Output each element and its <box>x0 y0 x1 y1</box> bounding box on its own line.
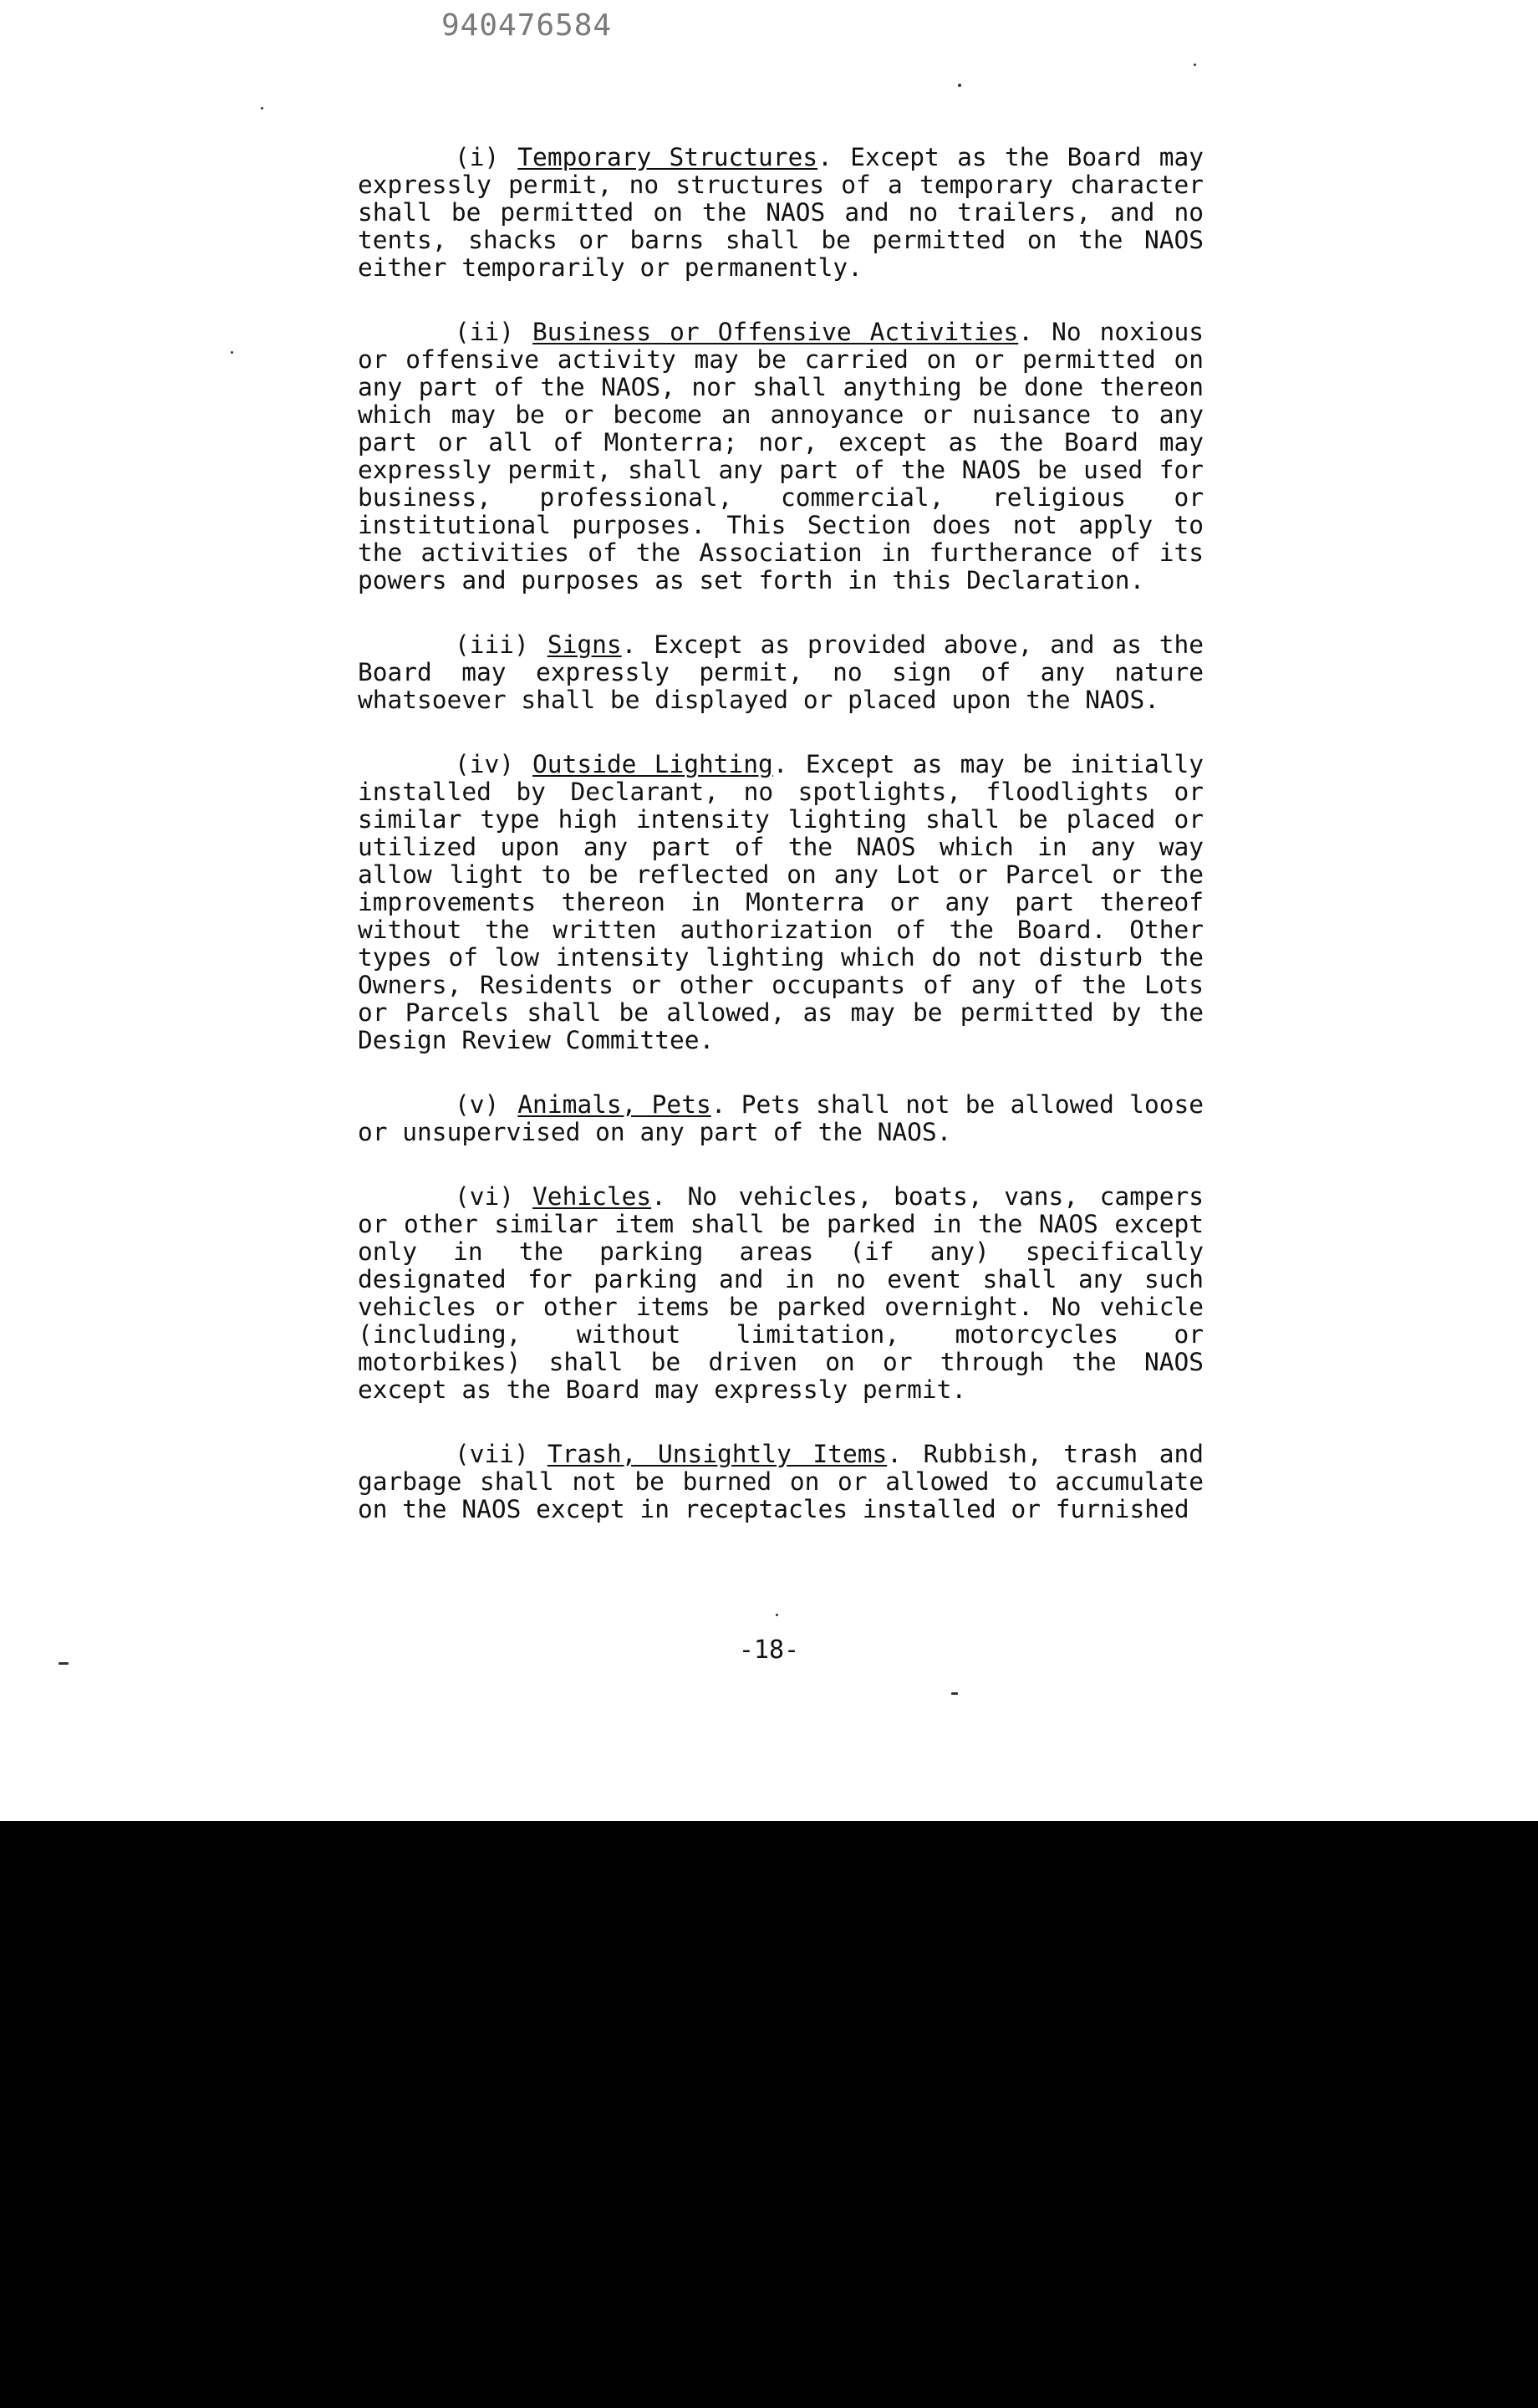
paragraph-heading: Trash, Unsightly Items <box>547 1440 888 1468</box>
scan-speck <box>231 351 233 354</box>
page-number: -18- <box>738 1635 800 1665</box>
paragraph-number: (ii) <box>455 318 515 346</box>
paragraph-text: . No noxious or offensive activity may be carried on or permitted on any part of the NAOS, nor shall anything be done thereon which may be or become an annoyance or nuisance to any part or all of Monterra; nor, except as the Board may expressly permit, shall any part of the NAOS be used for business, professional, commercial, religious or institutional purposes. This Section does not apply to the activities of the Association in furtherance of its powers and purposes as set forth in this Declaration. <box>358 318 1204 594</box>
paragraph-outside-lighting <box>358 751 1204 1054</box>
paragraph-animals-pets <box>358 1091 1204 1146</box>
scan-speck <box>958 84 961 87</box>
paragraph-signs <box>358 631 1204 714</box>
paragraph-text: . Except as may be initially installed by Declarant, no spotlights, floodlights or similar type high intensity lighting shall be placed or utilized upon any part of the NAOS which in any way allow light to be reflected on any Lot or Parcel or the improvements thereon in Monterra or any part thereof without the written authorization of the Board. Other types of low intensity lighting which do not disturb the Owners, Residents or other occupants of any of the Lots or Parcels shall be allowed, as may be permitted by the Design Review Committee. <box>358 750 1204 1054</box>
scan-speck <box>261 107 263 110</box>
scan-speck <box>776 1614 778 1616</box>
paragraph-text: . No vehicles, boats, vans, campers or other similar item shall be parked in the NAOS except only in the parking areas (if any) specifically designated for parking and in no event shall any such vehicles or other items be parked overnight. No vehicle (including, without limitation, motorcycles or motorbikes) shall be driven on or through the NAOS except as the Board may expressly permit. <box>358 1182 1204 1404</box>
scan-speck <box>1194 64 1196 66</box>
paragraph-business-activities <box>358 319 1204 594</box>
document-body <box>358 144 1204 1560</box>
paragraph-text: . Except as the Board may expressly permit, no structures of a temporary character shall be permitted on the NAOS and no trailers, and no tents, shacks or barns shall be permitted on the NAOS either temporarily or permanently. <box>358 143 1204 282</box>
paragraph-heading: Animals, Pets <box>517 1090 711 1119</box>
paragraph-heading: Signs <box>547 630 622 659</box>
paragraph-vehicles <box>358 1183 1204 1404</box>
paragraph-number: (iii) <box>455 630 529 659</box>
paragraph-number: (i) <box>455 143 500 171</box>
paragraph-text: . Rubbish, trash and garbage shall not be burned on or allowed to accumulate on the NAOS except in receptacles installed or furnished <box>358 1440 1204 1523</box>
paragraph-heading: Temporary Structures <box>517 143 818 171</box>
paragraph-trash <box>358 1441 1204 1523</box>
scan-border <box>0 1821 1538 2408</box>
paragraph-text: . Except as provided above, and as the Board may expressly permit, no sign of any nature whatsoever shall be displayed or placed upon the NAOS. <box>358 630 1204 714</box>
paragraph-temporary-structures <box>358 144 1204 282</box>
paragraph-number: (iv) <box>455 750 515 778</box>
document-id: 940476584 <box>441 8 613 43</box>
paragraph-number: (vi) <box>455 1182 515 1211</box>
paragraph-number: (v) <box>455 1090 500 1119</box>
paragraph-heading: Business or Offensive Activities <box>532 318 1019 346</box>
scan-speck <box>59 1662 69 1665</box>
scan-speck <box>951 1692 958 1695</box>
paragraph-heading: Vehicles <box>532 1182 652 1211</box>
paragraph-text: . Pets shall not be allowed loose or unsupervised on any part of the NAOS. <box>358 1090 1204 1146</box>
paragraph-heading: Outside Lighting <box>532 750 773 778</box>
paragraph-number: (vii) <box>455 1440 529 1468</box>
